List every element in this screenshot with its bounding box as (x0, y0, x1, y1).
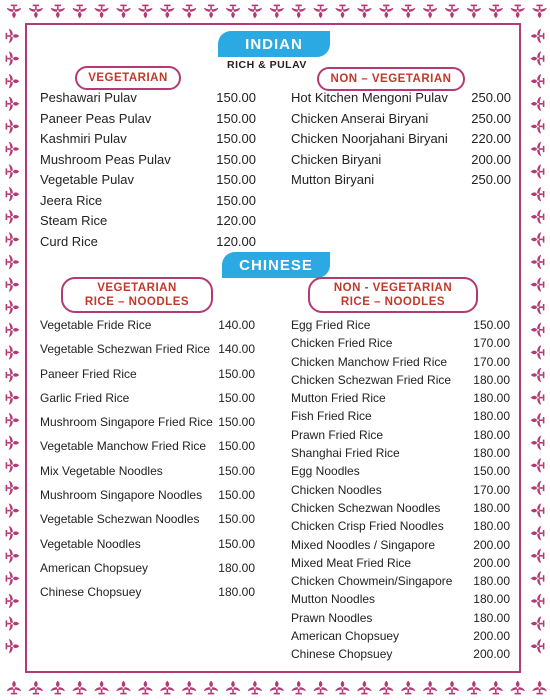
label-chinese-non-vegetarian: NON - VEGETARIAN RICE – NOODLES (308, 277, 478, 313)
fleur-ornament-icon (6, 639, 20, 653)
fleur-ornament-icon (6, 255, 20, 269)
menu-item (291, 519, 510, 537)
fleur-ornament-icon (116, 5, 130, 19)
fleur-ornament-icon (226, 5, 240, 19)
menu-item-price: 220.00 (471, 131, 511, 146)
menu-item-name: Mutton Fried Rice (291, 391, 386, 406)
menu-item (291, 90, 511, 111)
menu-item-price: 200.00 (473, 555, 510, 570)
menu-item (40, 561, 255, 585)
fleur-ornament-icon (292, 681, 306, 695)
menu-item-price: 250.00 (471, 90, 511, 105)
menu-item-name: Vegetable Noodles (40, 536, 141, 551)
fleur-ornament-icon (531, 323, 545, 337)
fleur-ornament-icon (138, 681, 152, 695)
fleur-ornament-icon (313, 5, 327, 19)
fleur-ornament-icon (445, 5, 459, 19)
fleur-ornament-icon (204, 681, 218, 695)
menu-item-price: 150.00 (216, 131, 256, 146)
menu-item-name: Vegetable Schezwan Noodles (40, 512, 200, 527)
fleur-ornament-icon (531, 97, 545, 111)
menu-item-name: Paneer Peas Pulav (40, 110, 152, 126)
fleur-ornament-icon (531, 255, 545, 269)
fleur-ornament-icon (532, 5, 546, 19)
menu-item-price: 150.00 (473, 464, 510, 479)
menu-item-name: Fish Fried Rice (291, 409, 372, 424)
menu-item (40, 464, 255, 488)
menu-item-price: 180.00 (473, 372, 510, 387)
fleur-ornament-icon (7, 681, 21, 695)
fleur-ornament-icon (531, 74, 545, 88)
menu-item (40, 585, 255, 609)
menu-item (40, 213, 256, 234)
fleur-ornament-icon (423, 681, 437, 695)
menu-item (291, 152, 511, 173)
menu-item (40, 111, 256, 132)
menu-item-name: Mixed Noodles / Singapore (291, 537, 436, 552)
fleur-ornament-icon (6, 323, 20, 337)
menu-item-price: 150.00 (218, 488, 255, 503)
label-indian-non-vegetarian: NON – VEGETARIAN (317, 67, 465, 91)
menu-item-price: 150.00 (216, 172, 256, 187)
menu-item-price: 180.00 (218, 585, 255, 600)
menu-item-name: Prawn Noodles (291, 610, 373, 625)
fleur-ornament-icon (531, 119, 545, 133)
fleur-ornament-icon (531, 503, 545, 517)
fleur-ornament-icon (182, 681, 196, 695)
menu-item-name: Chicken Manchow Fried Rice (291, 354, 448, 369)
menu-item-price: 180.00 (218, 560, 255, 575)
fleur-ornament-icon (226, 681, 240, 695)
label-chinese-vegetarian: VEGETARIAN RICE – NOODLES (61, 277, 213, 313)
fleur-ornament-icon (357, 5, 371, 19)
menu-item-name: Egg Fried Rice (291, 318, 371, 332)
fleur-ornament-icon (6, 119, 20, 133)
fleur-ornament-icon (467, 681, 481, 695)
fleur-ornament-icon (335, 5, 349, 19)
chinese-veg-list (40, 318, 255, 610)
fleur-ornament-icon (531, 526, 545, 540)
menu-item-name: Mushroom Peas Pulav (40, 151, 171, 167)
fleur-ornament-icon (531, 549, 545, 563)
menu-item-name: Hot Kitchen Mengoni Pulav (291, 90, 448, 105)
fleur-ornament-icon (531, 594, 545, 608)
menu-item (40, 342, 255, 366)
fleur-ornament-icon (6, 458, 20, 472)
fleur-ornament-icon (29, 681, 43, 695)
fleur-ornament-icon (116, 681, 130, 695)
menu-item-price: 180.00 (473, 500, 510, 515)
menu-item (291, 111, 511, 132)
menu-item-price: 200.00 (473, 537, 510, 552)
menu-item-price: 180.00 (473, 610, 510, 625)
fleur-ornament-icon (532, 681, 546, 695)
fleur-ornament-icon (531, 300, 545, 314)
fleur-ornament-icon (51, 681, 65, 695)
fleur-ornament-icon (531, 277, 545, 291)
fleur-ornament-icon (270, 681, 284, 695)
fleur-ornament-icon (248, 681, 262, 695)
menu-item-price: 150.00 (216, 110, 256, 126)
menu-item-name: Vegetable Pulav (40, 172, 134, 187)
menu-item-price: 140.00 (218, 342, 255, 357)
fleur-ornament-icon (6, 436, 20, 450)
menu-item (291, 336, 510, 354)
fleur-ornament-icon (6, 187, 20, 201)
menu-item-price: 150.00 (216, 90, 256, 105)
menu-item-price: 150.00 (216, 192, 256, 208)
menu-item-name: Curd Rice (40, 233, 98, 249)
menu-item-price: 120.00 (216, 213, 256, 228)
menu-item (40, 537, 255, 561)
menu-item (291, 574, 510, 592)
fleur-ornament-icon (531, 413, 545, 427)
fleur-ornament-icon (531, 210, 545, 224)
fleur-ornament-icon (531, 164, 545, 178)
fleur-ornament-icon (6, 300, 20, 314)
menu-item-name: Garlic Fried Rice (40, 390, 130, 405)
menu-item-price: 180.00 (473, 427, 510, 442)
menu-item-name: Shanghai Fried Rice (291, 446, 400, 461)
menu-item (291, 373, 510, 391)
fleur-ornament-icon (6, 503, 20, 517)
fleur-ornament-icon (51, 5, 65, 19)
menu-item-price: 180.00 (473, 446, 510, 461)
menu-item-price: 150.00 (218, 415, 255, 430)
menu-item-name: Egg Noodles (291, 464, 360, 479)
menu-item-price: 150.00 (218, 463, 255, 478)
fleur-ornament-icon (6, 368, 20, 382)
menu-item (291, 501, 510, 519)
fleur-ornament-icon (6, 142, 20, 156)
fleur-ornament-icon (531, 616, 545, 630)
menu-item (291, 464, 510, 482)
indian-veg-list (40, 90, 256, 254)
menu-item-name: American Chopsuey (291, 629, 400, 644)
fleur-ornament-icon (531, 436, 545, 450)
fleur-ornament-icon (531, 232, 545, 246)
menu-item-price: 180.00 (473, 409, 510, 424)
fleur-ornament-icon (6, 616, 20, 630)
fleur-ornament-icon (6, 549, 20, 563)
menu-item-name: Chicken Schezwan Fried Rice (291, 372, 452, 387)
fleur-ornament-icon (6, 526, 20, 540)
fleur-ornament-icon (531, 481, 545, 495)
fleur-ornament-icon (6, 29, 20, 43)
menu-item (291, 409, 510, 427)
section-subtitle-rich-pulav: RICH & PULAV (227, 59, 307, 71)
menu-item-price: 180.00 (473, 574, 510, 589)
fleur-ornament-icon (531, 142, 545, 156)
fleur-ornament-icon (379, 5, 393, 19)
menu-item-name: Mushroom Singapore Noodles (40, 488, 203, 503)
fleur-ornament-icon (531, 187, 545, 201)
fleur-ornament-icon (401, 681, 415, 695)
menu-item (291, 629, 510, 647)
menu-item-name: Prawn Fried Rice (291, 427, 384, 442)
fleur-ornament-icon (204, 5, 218, 19)
fleur-ornament-icon (467, 5, 481, 19)
fleur-ornament-icon (182, 5, 196, 19)
fleur-ornament-icon (6, 97, 20, 111)
menu-item (40, 131, 256, 152)
menu-item-name: Mushroom Singapore Fried Rice (40, 415, 213, 430)
fleur-ornament-icon (160, 5, 174, 19)
fleur-ornament-icon (6, 232, 20, 246)
fleur-ornament-icon (511, 5, 525, 19)
menu-item-name: Vegetable Manchow Fried Rice (40, 439, 207, 454)
fleur-ornament-icon (6, 481, 20, 495)
fleur-ornament-icon (531, 571, 545, 585)
menu-item (291, 592, 510, 610)
menu-item-price: 200.00 (473, 629, 510, 644)
menu-item-name: Chicken Fried Rice (291, 336, 393, 351)
fleur-ornament-icon (94, 681, 108, 695)
fleur-ornament-icon (511, 681, 525, 695)
fleur-ornament-icon (531, 29, 545, 43)
fleur-ornament-icon (7, 5, 21, 19)
section-title-chinese: CHINESE (239, 256, 313, 274)
menu-item-price: 170.00 (473, 354, 510, 369)
menu-item-name: Mutton Biryani (291, 172, 375, 187)
label-indian-vegetarian: VEGETARIAN (75, 66, 181, 90)
menu-item-name: Chicken Anserai Biryani (291, 110, 429, 126)
chinese-nonveg-list (291, 318, 510, 666)
menu-item (291, 428, 510, 446)
menu-item-name: Mutton Noodles (291, 592, 376, 607)
menu-item (291, 611, 510, 629)
fleur-ornament-icon (531, 345, 545, 359)
fleur-ornament-icon (248, 5, 262, 19)
fleur-ornament-icon (6, 345, 20, 359)
menu-item-name: Chicken Noodles (291, 482, 382, 497)
menu-item (291, 556, 510, 574)
menu-item (291, 647, 510, 665)
fleur-ornament-icon (6, 164, 20, 178)
menu-item-name: American Chopsuey (40, 560, 149, 575)
menu-item-name: Kashmiri Pulav (40, 131, 127, 146)
menu-item-name: Vegetable Schezwan Fried Rice (40, 342, 211, 357)
menu-item-price: 150.00 (218, 536, 255, 551)
fleur-ornament-icon (531, 639, 545, 653)
fleur-ornament-icon (531, 458, 545, 472)
menu-item (291, 538, 510, 556)
menu-item-price: 250.00 (471, 172, 511, 187)
fleur-ornament-icon (531, 51, 545, 65)
fleur-ornament-icon (6, 571, 20, 585)
menu-item (40, 415, 255, 439)
menu-item (40, 152, 256, 173)
section-banner-chinese (222, 252, 330, 278)
menu-item-name: Paneer Fried Rice (40, 366, 137, 381)
fleur-ornament-icon (160, 681, 174, 695)
menu-item (291, 483, 510, 501)
fleur-ornament-icon (313, 681, 327, 695)
fleur-ornament-icon (94, 5, 108, 19)
fleur-ornament-icon (379, 681, 393, 695)
fleur-ornament-icon (6, 210, 20, 224)
fleur-ornament-icon (423, 5, 437, 19)
fleur-ornament-icon (401, 5, 415, 19)
fleur-ornament-icon (531, 390, 545, 404)
menu-item-name: Steam Rice (40, 213, 108, 228)
menu-item (40, 488, 255, 512)
fleur-ornament-icon (270, 5, 284, 19)
fleur-ornament-icon (6, 390, 20, 404)
menu-item-name: Chinese Chopsuey (40, 585, 142, 600)
menu-item (40, 90, 256, 111)
menu-item (291, 131, 511, 152)
fleur-ornament-icon (6, 594, 20, 608)
fleur-ornament-icon (489, 681, 503, 695)
fleur-ornament-icon (531, 368, 545, 382)
menu-item (291, 355, 510, 373)
menu-item-price: 200.00 (471, 151, 511, 167)
menu-item (291, 391, 510, 409)
menu-item-price: 150.00 (218, 512, 255, 527)
fleur-ornament-icon (292, 5, 306, 19)
menu-item-price: 150.00 (218, 390, 255, 405)
indian-nonveg-list (291, 90, 511, 193)
menu-item (291, 172, 511, 193)
menu-item-price: 250.00 (471, 110, 511, 126)
menu-item-price: 150.00 (216, 151, 256, 167)
menu-item-price: 140.00 (218, 318, 255, 332)
menu-item (40, 439, 255, 463)
fleur-ornament-icon (73, 681, 87, 695)
fleur-ornament-icon (73, 5, 87, 19)
menu-item (40, 318, 255, 342)
menu-item-price: 180.00 (473, 519, 510, 534)
fleur-ornament-icon (357, 681, 371, 695)
menu-item-price: 180.00 (473, 391, 510, 406)
menu-item-name: Chicken Chowmein/Singapore (291, 574, 453, 589)
section-title-indian: INDIAN (245, 35, 303, 53)
menu-item (291, 318, 510, 336)
menu-item (40, 367, 255, 391)
menu-item (40, 391, 255, 415)
menu-item-name: Chicken Biryani (291, 151, 382, 167)
menu-item-name: Mix Vegetable Noodles (40, 463, 163, 478)
menu-item (40, 172, 256, 193)
fleur-ornament-icon (6, 51, 20, 65)
menu-item-name: Chicken Crisp Fried Noodles (291, 519, 444, 534)
menu-item-price: 120.00 (216, 233, 256, 249)
menu-item-price: 150.00 (218, 439, 255, 454)
fleur-ornament-icon (29, 5, 43, 19)
menu-item-name: Jeera Rice (40, 192, 103, 208)
section-banner-indian (218, 31, 330, 57)
menu-item (40, 234, 256, 255)
menu-item-price: 170.00 (473, 336, 510, 351)
menu-item (291, 446, 510, 464)
menu-item-price: 150.00 (473, 318, 510, 332)
menu-item (40, 512, 255, 536)
menu-item-name: Peshawari Pulav (40, 90, 137, 105)
fleur-ornament-icon (138, 5, 152, 19)
fleur-ornament-icon (489, 5, 503, 19)
fleur-ornament-icon (6, 74, 20, 88)
fleur-ornament-icon (445, 681, 459, 695)
fleur-ornament-icon (6, 277, 20, 291)
menu-item (40, 193, 256, 214)
menu-item-price: 170.00 (473, 482, 510, 497)
fleur-ornament-icon (6, 413, 20, 427)
fleur-ornament-icon (335, 681, 349, 695)
menu-item-name: Chinese Chopsuey (291, 647, 393, 662)
menu-item-name: Chicken Schezwan Noodles (291, 500, 441, 515)
menu-item-price: 180.00 (473, 592, 510, 607)
menu-item-name: Mixed Meat Fried Rice (291, 555, 412, 570)
menu-item-price: 150.00 (218, 366, 255, 381)
menu-item-price: 200.00 (473, 647, 510, 662)
menu-item-name: Vegetable Fride Rice (40, 318, 152, 332)
menu-item-name: Chicken Noorjahani Biryani (291, 131, 448, 146)
